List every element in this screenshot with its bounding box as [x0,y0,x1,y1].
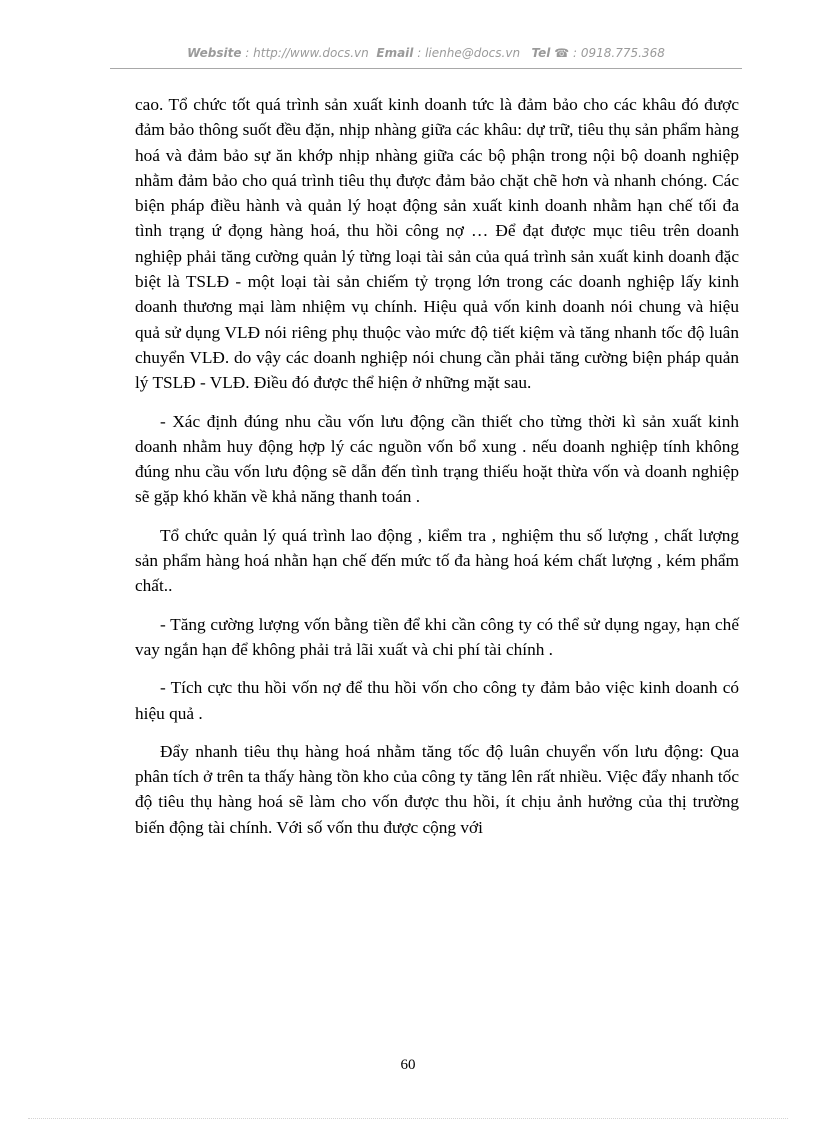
paragraph-5: - Tích cực thu hồi vốn nợ để thu hồi vốn cho công ty đảm bảo việc kinh doanh có hiệu quả . [135,678,739,723]
document-body [135,92,739,840]
email-label: Email [376,46,414,60]
paragraph-3: Tổ chức quản lý quá trình lao động , kiểm tra , nghiệm thu số lượng , chất lượng sản phẩm hàng hoá nhằn hạn chế đến mức tố đa hàng hoá kém chất lượng , kém phẩm chất.. [135,525,739,596]
paragraph-1: cao. Tổ chức tốt quá trình sản xuất kinh doanh tức là đảm bảo cho các khâu đó được đảm bảo thông suốt đều đặn, nhịp nhàng giữa các khâu: dự trữ, tiêu thụ sản phẩm hàng hoá và đảm bảo sự ăn khớp nhịp nhàng giữa các bộ phận trong nội bộ doanh nghiệp nhằm đảm bảo cho quá trình tiêu thụ được đảm bảo chặt chẽ hơn và nhanh chóng. Các biện pháp điều hành và quản lý hoạt động sản xuất kinh doanh nhằm hạn chế tối đa tình trạng ứ đọng hàng hoá, thu hồi công nợ … Để đạt được mục tiêu trên doanh nghiệp phải tăng cường quản lý từng loại tài sản của quá trình sản xuất kinh doanh đặc biệt là TSLĐ - một loại tài sản chiếm tỷ trọng lớn trong các doanh nghiệp lấy kinh doanh thương mại làm nhiệm vụ chính. Hiệu quả vốn kinh doanh nói chung và hiệu quả sử dụng VLĐ nói riêng phụ thuộc vào mức độ tiết kiệm và tăng nhanh tốc độ luân chuyển VLĐ. do vậy các doanh nghiệp nói chung cần phải tăng cường biện pháp quản lý TSLĐ - VLĐ. Điều đó được thể hiện ở những mặt sau. [135,95,739,393]
paragraph-6: Đẩy nhanh tiêu thụ hàng hoá nhằm tăng tốc độ luân chuyển vốn lưu động: Qua phân tích ở trên ta thấy hàng tồn kho của công ty tăng lên rất nhiều. Việc đẩy nhanh tốc độ tiêu thụ hàng hoá sẽ làm cho vốn được thu hồi, ít chịu ảnh hưởng của thị trường biến động tài chính. Với số vốn thu được cộng với [135,741,739,837]
tel-label: Tel [531,46,551,60]
page-header [110,46,742,69]
email-address[interactable]: lienhe@docs.vn [425,46,521,60]
website-label: Website [187,46,242,60]
telephone-icon: ☎ [554,46,570,60]
page-number: 60 [400,1057,416,1073]
tel-number: 0918.775.368 [580,46,665,60]
bottom-divider [28,1118,788,1119]
email-separator: : [413,46,426,60]
tel-separator: : [569,46,581,60]
paragraph-2: - Xác định đúng nhu cầu vốn lưu động cần thiết cho từng thời kì sản xuất kinh doanh nhằm huy động hợp lý các nguồn vốn bổ xung . nếu doanh nghiệp tính không đúng nhu cầu vốn lưu động sẽ dẫn đến tình trạng thiếu hoặt thừa vốn và doanh nghiệp sẽ gặp khó khăn về khả năng thanh toán . [135,411,739,507]
website-separator: : [241,46,254,60]
website-url[interactable]: http://www.docs.vn [253,46,369,60]
paragraph-4: - Tăng cường lượng vốn bằng tiền để khi cần công ty có thể sử dụng ngay, hạn chế vay ngắn hạn để không phải trả lãi xuất và chi phí tài chính . [135,614,739,659]
